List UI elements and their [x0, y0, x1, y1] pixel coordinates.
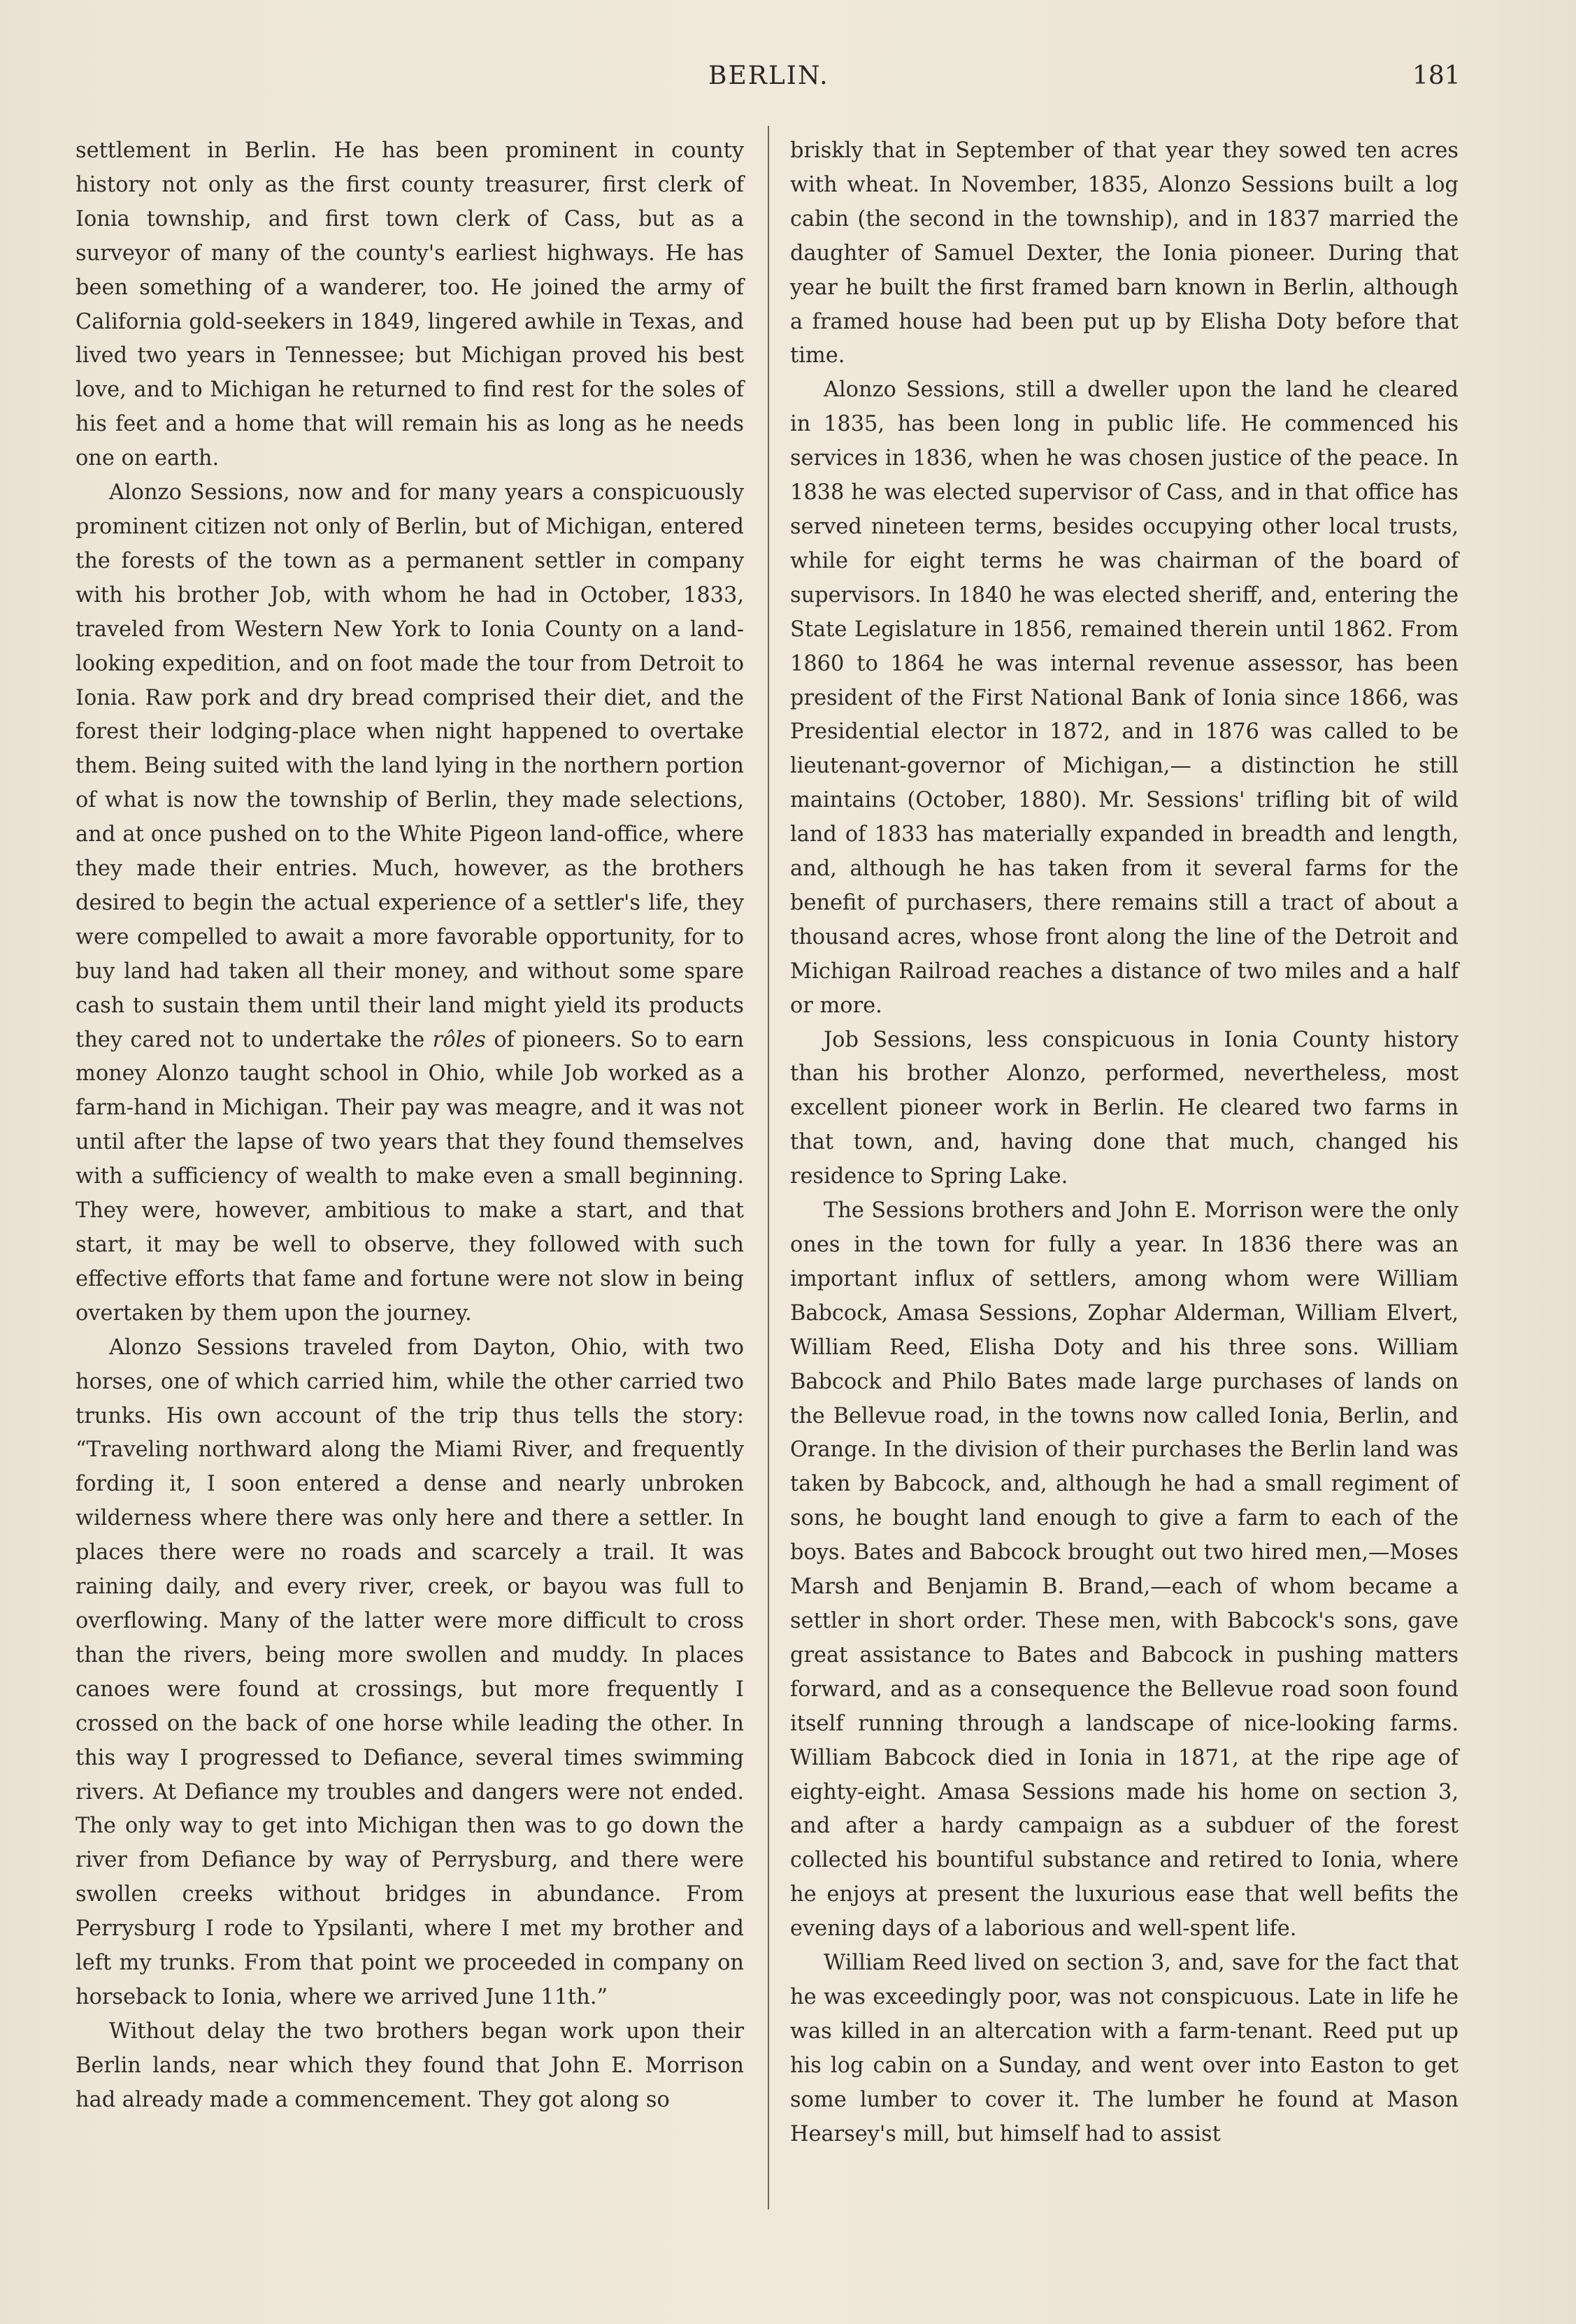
- right-column: [790, 134, 1459, 2151]
- right-paragraph-3: Job Sessions, less conspicuous in Ionia County history than his brother Alonzo, performed, nevertheless, most excellent pioneer work in Berlin. He cleared two farms in that town, and, having done that much, changed his residence to Spring Lake.: [790, 1027, 1459, 1189]
- left-paragraph-3: Alonzo Sessions traveled from Dayton, Ohio, with two horses, one of which carried him, while the other carried two trunks. His own account of the trip thus tells the story: “Traveling northward along the Miami River, and frequently fording it, I soon entered a dense and nearly unbroken wilderness where there was only here and there a settler. In places there were no roads and scarcely a trail. It was raining daily, and every river, creek, or bayou was full to overflowing. Many of the latter were more difficult to cross than the rivers, being more swollen and muddy. In places canoes were found at crossings, but more frequently I crossed on the back of one horse while leading the other. In this way I progressed to Defiance, several times swimming rivers. At Defiance my troubles and dangers were not ended. The only way to get into Michigan then was to go down the river from Defiance by way of Perrysburg, and there were swollen creeks without bridges in abundance. From Perrysburg I rode to Ypsilanti, where I met my brother and left my trunks. From that point we proceeded in company on horseback to Ionia, where we arrived June 11th.”: [76, 1335, 744, 2009]
- running-head: [0, 62, 1576, 103]
- running-title: BERLIN.: [708, 62, 829, 90]
- left-column: [76, 134, 744, 2118]
- right-paragraph-4: The Sessions brothers and John E. Morrison were the only ones in the town for fully a year. In 1836 there was an important influx of settlers, among whom were William Babcock, Amasa Sessions, Zophar Alderman, William Elvert, William Reed, Elisha Doty and his three sons. William Babcock and Philo Bates made large purchases of lands on the Bellevue road, in the towns now called Ionia, Berlin, and Orange. In the division of their purchases the Berlin land was taken by Babcock, and, although he had a small regiment of sons, he bought land enough to give a farm to each of the boys. Bates and Babcock brought out two hired men,—Moses Marsh and Benjamin B. Brand,—each of whom became a settler in short order. These men, with Babcock's sons, gave great assistance to Bates and Babcock in pushing matters forward, and as a consequence the Bellevue road soon found itself running through a landscape of nice-looking farms. William Babcock died in Ionia in 1871, at the ripe age of eighty-eight. Amasa Sessions made his home on section 3, and after a hardy campaign as a subduer of the forest collected his bountiful substance and retired to Ionia, where he enjoys at present the luxurious ease that well befits the evening days of a laborious and well-spent life.: [790, 1198, 1459, 1942]
- left-paragraph-4: Without delay the two brothers began work upon their Berlin lands, near which they found that John E. Morrison had already made a commencement. They got along so: [76, 2018, 744, 2112]
- column-divider: [768, 126, 769, 2209]
- left-paragraph-1: settlement in Berlin. He has been prominent in county history not only as the first county treasurer, first clerk of Ionia township, and first town clerk of Cass, but as a surveyor of many of the county's earliest highways. He has been something of a wanderer, too. He joined the army of California gold-seekers in 1849, lingered awhile in Texas, and lived two years in Tennessee; but Michigan proved his best love, and to Michigan he returned to find rest for the soles of his feet and a home that will remain his as long as he needs one on earth.: [76, 138, 744, 471]
- left-paragraph-2: [76, 476, 744, 1331]
- left-paragraph-2-italic: rôles: [432, 1027, 486, 1052]
- page-number: 181: [1412, 62, 1461, 90]
- left-paragraph-2-part-1: Alonzo Sessions, now and for many years a conspicuously prominent citizen not only of Berlin, but of Michigan, entered the forests of the town as a permanent settler in company with his brother Job, with whom he had in October, 1833, traveled from Western New York to Ionia County on a land-looking expedition, and on foot made the tour from Detroit to Ionia. Raw pork and dry bread comprised their diet, and the forest their lodging-place when night happened to overtake them. Being suited with the land lying in the northern portion of what is now the township of Berlin, they made selections, and at once pushed on to the White Pigeon land-office, where they made their entries. Much, however, as the brothers desired to begin the actual experience of a settler's life, they were compelled to await a more favorable opportunity, for to buy land had taken all their money, and without some spare cash to sustain them until their land might yield its products they cared not to undertake the: [76, 480, 744, 1052]
- right-paragraph-5: William Reed lived on section 3, and, save for the fact that he was exceedingly poor, was not conspicuous. Late in life he was killed in an altercation with a farm-tenant. Reed put up his log cabin on a Sunday, and went over into Easton to get some lumber to cover it. The lumber he found at Mason Hearsey's mill, but himself had to assist: [790, 1951, 1459, 2146]
- left-paragraph-2-part-2: of pioneers. So to earn money Alonzo taught school in Ohio, while Job worked as a farm-hand in Michigan. Their pay was meagre, and it was not until after the lapse of two years that they found themselves with a sufficiency of wealth to make even a small beginning. They were, however, ambitious to make a start, and that start, it may be well to observe, they followed with such effective efforts that fame and fortune were not slow in being overtaken by them upon the journey.: [76, 1027, 744, 1326]
- right-paragraph-2: Alonzo Sessions, still a dweller upon the land he cleared in 1835, has been long in public life. He commenced his services in 1836, when he was chosen justice of the peace. In 1838 he was elected supervisor of Cass, and in that office has served nineteen terms, besides occupying other local trusts, while for eight terms he was chairman of the board of supervisors. In 1840 he was elected sheriff, and, entering the State Legislature in 1856, remained therein until 1862. From 1860 to 1864 he was internal revenue assessor, has been president of the First National Bank of Ionia since 1866, was Presidential elector in 1872, and in 1876 was called to be lieutenant-governor of Michigan,— a distinction he still maintains (October, 1880). Mr. Sessions' trifling bit of wild land of 1833 has materially expanded in breadth and length, and, although he has taken from it several farms for the benefit of purchasers, there remains still a tract of about a thousand acres, whose front along the line of the Detroit and Michigan Railroad reaches a distance of two miles and a half or more.: [790, 378, 1459, 1018]
- right-paragraph-1: briskly that in September of that year they sowed ten acres with wheat. In November, 1835, Alonzo Sessions built a log cabin (the second in the township), and in 1837 married the daughter of Samuel Dexter, the Ionia pioneer. During that year he built the first framed barn known in Berlin, although a framed house had been put up by Elisha Doty before that time.: [790, 138, 1459, 368]
